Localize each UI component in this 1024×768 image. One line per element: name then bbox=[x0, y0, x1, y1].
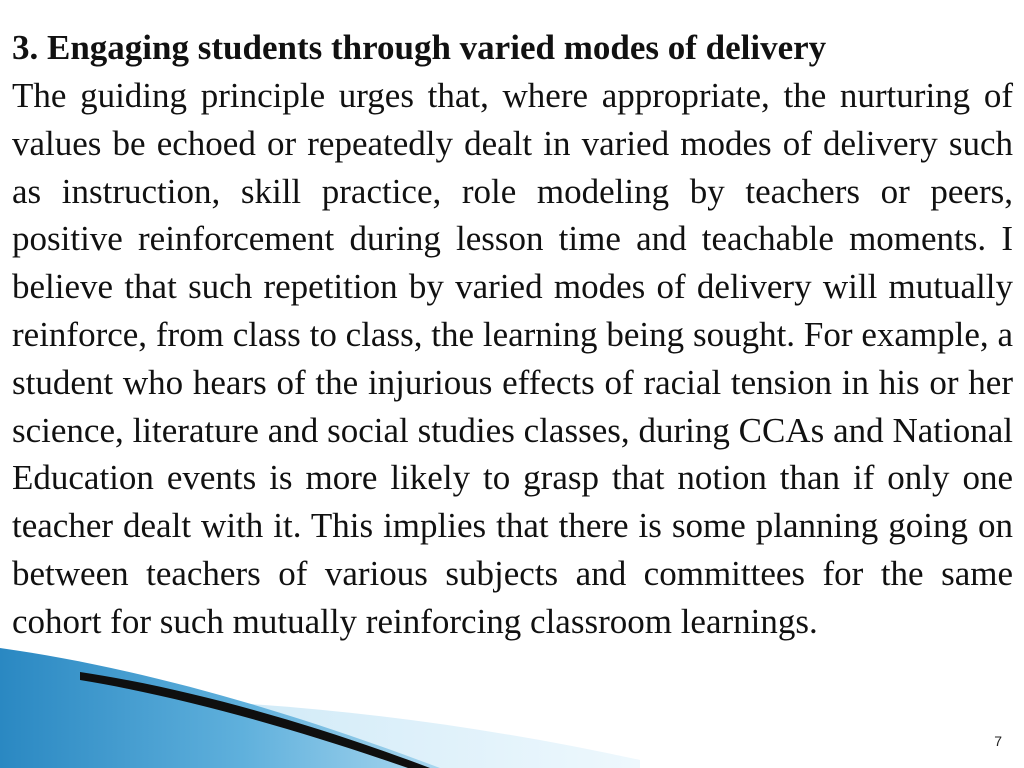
slide-content bbox=[12, 24, 1013, 646]
slide-body-paragraph: The guiding principle urges that, where appropriate, the nurturing of values be echoed or repeatedly dealt in varied modes of delivery such as instruction, skill practice, role modeling by teachers or peers, positive reinforcement during lesson time and teachable moments. I believe that such repetition by varied modes of delivery will mutually reinforce, from class to class, the learning being sought. For example, a student who hears of the injurious effects of racial tension in his or her science, literature and social studies classes, during CCAs and National Education events is more likely to grasp that notion than if only one teacher dealt with it. This implies that there is some planning going on between teachers of various subjects and committees for the same cohort for such mutually reinforcing classroom learnings. bbox=[12, 76, 1013, 641]
page-number: 7 bbox=[994, 733, 1002, 749]
slide-heading: 3. Engaging students through varied modes of delivery bbox=[12, 28, 827, 67]
